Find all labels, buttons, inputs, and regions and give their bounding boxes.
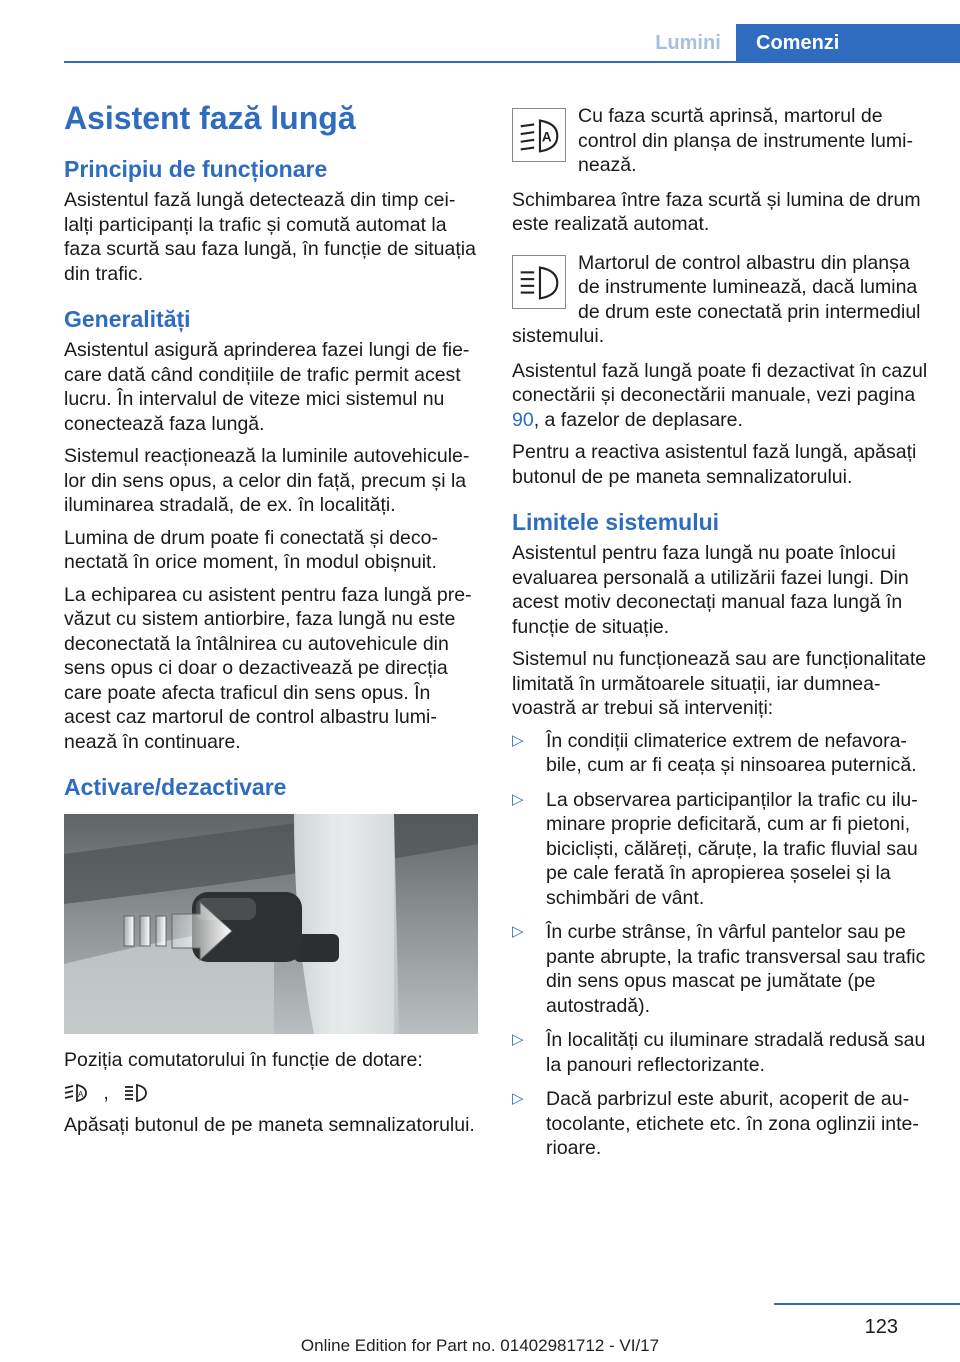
para-pozitia: Poziția comutatorului în funcție de dotare: — [64, 1049, 423, 1071]
para-gen-4: La echiparea cu asistent pentru faza lungă prevăzut cu sistem antiorbire, faza lungă nu este deconectată la întâlnirea cu autovehicule din sens opus ci doar o dezactivează pe direcția care poate afecta traficul din sens opus. În acest caz martorul de control albastru luminează în continuare. — [64, 583, 472, 753]
list-item: ▷ În condiții climaterice extrem de nefavorabile, cum ar fi ceața și ninsoarea puternică. — [512, 729, 917, 776]
right-column — [512, 104, 928, 1171]
list-item: ▷ Dacă parbrizul este aburit, acoperit de autocolante, etichete etc. în zona oglinzii interioare. — [512, 1088, 919, 1159]
high-beam-assist-icon — [64, 1082, 88, 1104]
para-principiu: Asistentul fază lungă detectează din timp ceilalți participanți la trafic și comută automat la faza scurtă sau faza lungă, în funcție de situația din trafic. — [64, 189, 476, 285]
svg-text:A: A — [78, 1090, 84, 1100]
icon-separator: , — [103, 1081, 109, 1104]
page-link-90[interactable]: 90 — [512, 408, 534, 431]
indicator-block-1 — [512, 104, 928, 178]
para-limite-2: Sistemul nu funcționează sau are funcționalitate limitată în următoarele situații, iar dumneavoastră ar trebui să interveniți: — [512, 648, 927, 719]
high-beam-indicator-icon — [512, 255, 566, 309]
high-beam-assist-indicator-icon — [512, 108, 566, 162]
bullet-icon: ▷ — [512, 1090, 524, 1107]
bullet-icon: ▷ — [512, 923, 524, 940]
header-rule — [64, 61, 960, 63]
bullet-icon: ▷ — [512, 790, 524, 808]
limitations-list — [512, 729, 928, 1161]
para-schimbare: Schimbarea între faza scurtă și lumina de drum este realizată automat. — [512, 188, 921, 235]
para-gen-1: Asistentul asigură aprinderea fazei lungi de fiecare dată când condițiile de trafic permit acest lucru. În intervalul de viteze mici sistemul nu conectează faza lungă. — [64, 339, 470, 435]
heading-principiu: Principiu de funcționare — [64, 156, 328, 182]
list-item: ▷ La observarea participanților la trafic cu iluminare proprie deficitară, cum ar fi pietoni, bicicliști, călăreți, căruțe, la trafic fluvial sau pe cale ferată în apropierea șoselei și la schimbări de vânt. — [512, 788, 918, 909]
page-number: 123 — [864, 1316, 898, 1338]
header-tab-comenzi[interactable]: Comenzi — [736, 24, 960, 62]
para-reactivare: Pentru a reactiva asistentul fază lungă, apăsați butonul de pe maneta semnalizatorului. — [512, 441, 917, 488]
list-item: ▷ În localități cu iluminare stradală redusă sau la panouri reflectorizante. — [512, 1029, 926, 1076]
footer-rule — [774, 1303, 960, 1305]
para-gen-2: Sistemul reacționează la luminile autovehiculelor din sens opus, a celor din față, precum și la iluminarea stradală, de ex. în localități. — [64, 445, 470, 516]
heading-limitele: Limitele sistemului — [512, 509, 720, 535]
bullet-icon: ▷ — [512, 731, 524, 749]
para-gen-3: Lumina de drum poate fi conectată și deconectată în orice moment, în modul obișnuit. — [64, 526, 438, 573]
para-apasati: Apăsați butonul de pe maneta semnalizatorului. — [64, 1113, 475, 1136]
indicator-text-1: Cu faza scurtă aprinsă, martorul de control din planșa de instrumente luminează. — [578, 105, 913, 176]
para-dezactivare: Asistentul fază lungă poate fi dezactivat în cazul conectării și deconectării manuale, vezi pagina 90, a fazelor de deplasare. — [512, 359, 928, 431]
heading-activare: Activare/dezactivare — [64, 774, 287, 800]
list-item: ▷ În curbe strânse, în vârful pantelor sau pe pante abrupte, la trafic transversal sau trafic din sens opus mascat pe jumătate (pe autostradă). — [512, 921, 926, 1017]
high-beam-icon — [124, 1082, 148, 1104]
page-header — [0, 0, 960, 62]
indicator-text-2: Martorul de control albastru din planșa de instrumente luminează, dacă lumina de drum este conectată prin intermediul sistemului. — [512, 251, 921, 347]
svg-text:A: A — [541, 129, 552, 145]
edition-footer: Online Edition for Part no. 01402981712 - VI/17 — [300, 1336, 660, 1355]
switch-positions — [64, 1081, 478, 1105]
left-column — [64, 98, 478, 1145]
turn-signal-stalk-photo — [64, 814, 478, 1034]
bullet-icon: ▷ — [512, 1031, 524, 1048]
header-tab-lumini[interactable]: Lumini — [655, 32, 721, 54]
para-limite-1: Asistentul pentru faza lungă nu poate înlocui evaluarea personală a utilizării fazei lungi. Din acest motiv deconectați manual faza lungă în funcție de situație. — [512, 542, 909, 638]
heading-generalitati: Generalități — [64, 306, 191, 332]
page-title: Asistent fază lungă — [64, 100, 356, 136]
indicator-block-2 — [512, 251, 928, 349]
